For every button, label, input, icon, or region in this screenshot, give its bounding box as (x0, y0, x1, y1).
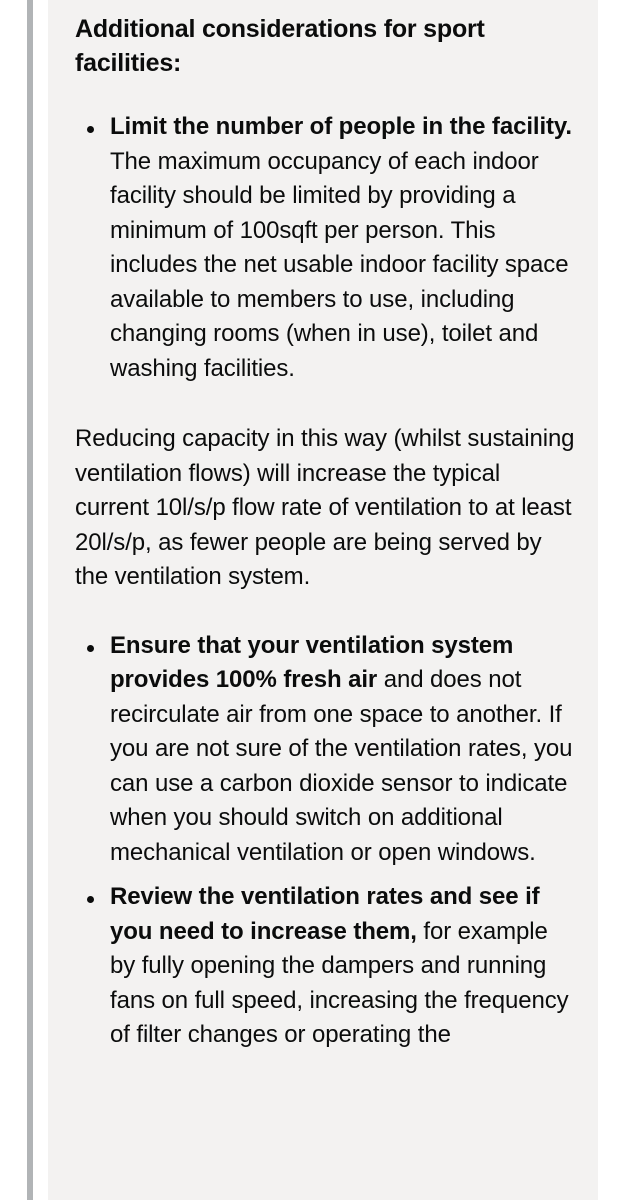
bullet-dot-icon (87, 126, 94, 133)
bullet-text: and does not recirculate air from one space to another. If you are not sure of the ventilation rates, you can use a carbon dioxide sensor to indicate when you should switch on additional mechanical ventilation or open windows. (110, 666, 573, 866)
bullet-text: The maximum occupancy of each indoor facility should be limited by providing a minimum of 100sqft per person. This includes the net usable indoor facility space available to members to use, including changing rooms (when in use), toilet and washing facilities. (110, 147, 569, 382)
bullet-dot-icon (87, 896, 94, 903)
bullet-bold-lead: Limit the number of people in the facility. (110, 113, 572, 140)
list-item (75, 110, 578, 386)
callout-heading: Additional considerations for sport facilities: (75, 15, 485, 77)
bullet-bold-lead: Review the ventilation rates and see if you need to increase them, (110, 883, 540, 945)
list-item (75, 880, 578, 1053)
list-item (75, 629, 578, 871)
bullet-list-1 (75, 110, 578, 386)
bullet-text: for example by fully opening the dampers and running fans on full speed, increasing the frequency of filter changes or operating the (110, 917, 569, 1048)
bullet-list-2 (75, 629, 578, 1053)
body-paragraph: Reducing capacity in this way (whilst sustaining ventilation flows) will increase the typical current 10l/s/p flow rate of ventilation to at least 20l/s/p, as fewer people are being served by the ventilation system. (75, 425, 575, 590)
inset-callout-panel (48, 0, 598, 1200)
bullet-bold-lead: Ensure that your ventilation system provides 100% fresh air (110, 631, 514, 693)
callout-content (48, 0, 598, 1053)
bullet-dot-icon (87, 645, 94, 652)
left-border-rule (27, 0, 33, 1200)
